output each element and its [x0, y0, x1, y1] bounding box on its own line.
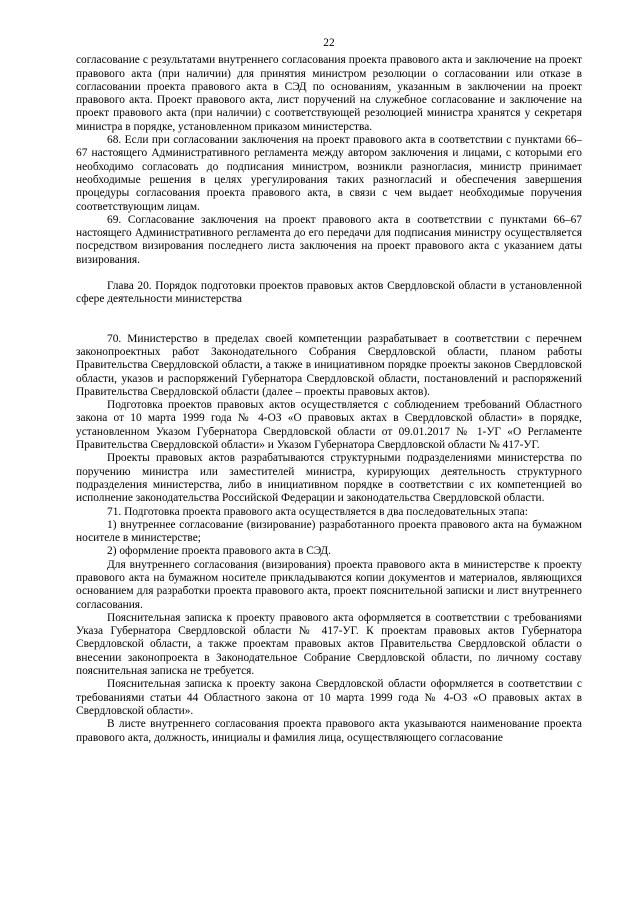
paragraph-69: 69. Согласование заключения на проект правового акта в соответствии с пунктами 66–67 настоящего Административного регламента до его передачи для подписания министру осуществляется посредством визирования последнего листа заключения на проект правового акта с указанием даты визирования.	[76, 213, 582, 266]
paragraph-internal-approval: Для внутреннего согласования (визирования) проекта правового акта в министерстве к проекту правового акта на бумажном носителе прикладываются копии документов и материалов, являющихся основанием для разработки проекта правового акта, проект пояснительной записки и лист внутреннего согласования.	[76, 558, 582, 611]
list-item-2: 2) оформление проекта правового акта в СЭД.	[107, 545, 331, 558]
paragraph-71: 71. Подготовка проекта правового акта осуществляется в два последовательных этапа:	[107, 505, 528, 518]
paragraph-explanatory-note: Пояснительная записка к проекту правового акта оформляется в соответствии с требованиями Указа Губернатора Свердловской области № 417-УГ. К проектам правовых актов Губернатора Свердловской области, а также проектам правовых актов Правительства Свердловской области о внесении законопроекта в Законодательное Собрание Свердловской области, по личному составу пояснительная записка не требуется.	[76, 611, 582, 678]
paragraph-law-note: Пояснительная записка к проекту закона Свердловской области оформляется в соответствии с требованиями статьи 44 Областного закона от 10 марта 1999 года № 4-ОЗ «О правовых актах в Свердловской области».	[76, 678, 582, 717]
page-number: 22	[323, 37, 335, 49]
paragraph-68: 68. Если при согласовании заключения на проект правового акта в соответствии с пунктами 66–67 настоящего Административного регламента между автором заключения и лицами, с которыми его необходимо согласовать до подписания министром, возникли разногласия, министр принимает необходимые решения в целях урегулирования таких разногласий и обеспечения завершения процедуры согласования проекта правового акта, в связи с чем выдает необходимые поручения соответствующим лицам.	[76, 134, 582, 213]
paragraph-drafts: Проекты правовых актов разрабатываются структурными подразделениями министерства по поручению министра или заместителей министра, курирующих деятельность структурного подразделения министерства, либо в инициативном порядке в соответствии с их компетенцией во исполнение законодательства Российской Федерации и законодательства Свердловской области.	[76, 452, 582, 505]
paragraph-approval-sheet: В листе внутреннего согласования проекта правового акта указываются наименование проекта правового акта, должность, инициалы и фамилия лица, осуществляющего согласование	[76, 718, 582, 744]
paragraph-continuation: согласование с результатами внутреннего согласования проекта правового акта и заключение на проект правового акта (при наличии) для принятия министром резолюции о согласовании или отказе в согласовании проекта правового акта в СЭД по основаниям, указанным в заключении на проект правового акта. Проект правового акта, лист поручений на служебное согласование и заключение на проект правового акта (при наличии) с соответствующей резолюцией министра хранятся у секретаря министра в порядке, установленном приказом министерства.	[76, 54, 582, 133]
chapter-heading: Глава 20. Порядок подготовки проектов правовых актов Свердловской области в установленной сфере деятельности министерства	[76, 280, 582, 306]
paragraph-70: 70. Министерство в пределах своей компетенции разрабатывает в соответствии с перечнем законопроектных работ Законодательного Собрания Свердловской области, планом работы Правительства Свердловской области, а также в инициативном порядке проекты законов Свердловской области, указов и распоряжений Губернатора Свердловской области, постановлений и распоряжений Правительства Свердловской области (далее – проекты правовых актов).	[76, 332, 582, 398]
paragraph-preparation: Подготовка проектов правовых актов осуществляется с соблюдением требований Областного закона от 10 марта 1999 года № 4-ОЗ «О правовых актах в Свердловской области» в порядке, установленном Указом Губернатора Свердловской области от 09.01.2017 № 1-УГ «О Регламенте Правительства Свердловской области» и Указом Губернатора Свердловской области № 417-УГ.	[76, 399, 582, 452]
document-page	[76, 37, 582, 745]
list-item-1: 1) внутреннее согласование (визирование) разработанного проекта правового акта на бумажном носителе в министерстве;	[76, 518, 582, 545]
